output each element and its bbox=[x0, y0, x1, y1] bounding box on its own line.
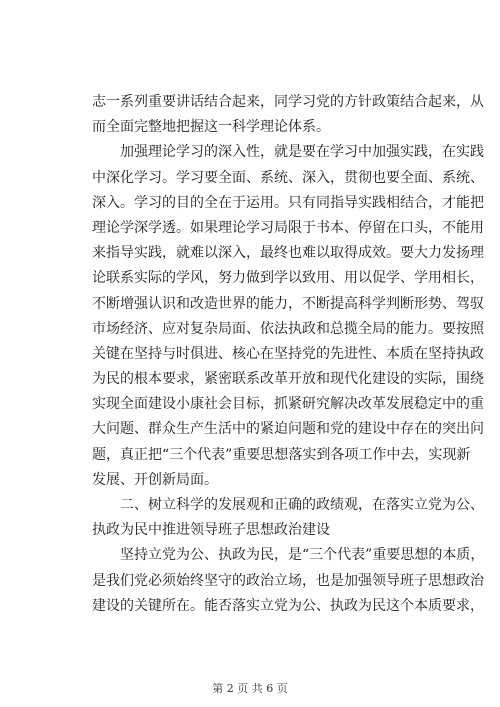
text-line: 建设的关键所在。能否落实立党为公、执政为民这个本质要求， bbox=[92, 597, 484, 614]
text-line: 而全面完整地把握这一科学理论体系。 bbox=[92, 119, 330, 136]
text-line: 市场经济、应对复杂局面、依法执政和总揽全局的能力。要按照 bbox=[92, 320, 484, 337]
section-heading bbox=[92, 493, 484, 543]
page-footer: 第 2 页 共 6 页 bbox=[212, 682, 288, 695]
text-line: 志一系列重要讲话结合起来，同学习党的方针政策结合起来，从 bbox=[92, 94, 484, 110]
text-line: 深入。学习的目的全在于运用。只有同指导实践相结合，才能把 bbox=[92, 194, 484, 211]
document-body bbox=[92, 90, 485, 619]
text-line: 论联系实际的学风，努力做到学以致用、用以促学、学用相长， bbox=[92, 270, 484, 287]
paragraph bbox=[92, 90, 484, 140]
text-line: 关键在坚持与时俱进、核心在坚持党的先进性、本质在坚持执政 bbox=[92, 345, 484, 362]
text-line: 理论学深学透。如果理论学习局限于书本、停留在口头，不能用 bbox=[92, 219, 484, 236]
paragraph bbox=[92, 140, 484, 493]
text-line: 加强理论学习的深入性，就是要在学习中加强实践，在实践 bbox=[120, 144, 484, 161]
text-line: 坚持立党为公、执政为民，是“三个代表”重要思想的本质， bbox=[120, 547, 485, 564]
text-line: 实现全面建设小康社会目标，抓紧研究解决改革发展稳定中的重 bbox=[92, 396, 484, 413]
text-line: 不断增强认识和改造世界的能力，不断提高科学判断形势、驾驭 bbox=[92, 295, 484, 312]
text-line: 题，真正把“三个代表”重要思想落实到各项工作中去，实现新 bbox=[92, 446, 471, 463]
text-line: 发展、开创新局面。 bbox=[92, 471, 218, 488]
text-line: 为民的根本要求，紧密联系改革开放和现代化建设的实际，围绕 bbox=[92, 371, 484, 388]
text-line: 来指导实践，就难以深入，最终也难以取得成效。要大力发扬理 bbox=[92, 245, 484, 262]
text-line: 大问题、群众生产生活中的紧迫问题和党的建设中存在的突出问 bbox=[92, 421, 484, 438]
text-line: 执政为民中推进领导班子思想政治建设 bbox=[92, 522, 330, 539]
text-line: 二、树立科学的发展观和正确的政绩观，在落实立党为公、 bbox=[120, 497, 484, 513]
text-line: 是我们党必须始终坚守的政治立场，也是加强领导班子思想政治 bbox=[92, 572, 484, 589]
text-line: 中深化学习。学习要全面、系统、深入，贯彻也要全面、系统、 bbox=[92, 169, 484, 186]
paragraph bbox=[92, 543, 485, 619]
